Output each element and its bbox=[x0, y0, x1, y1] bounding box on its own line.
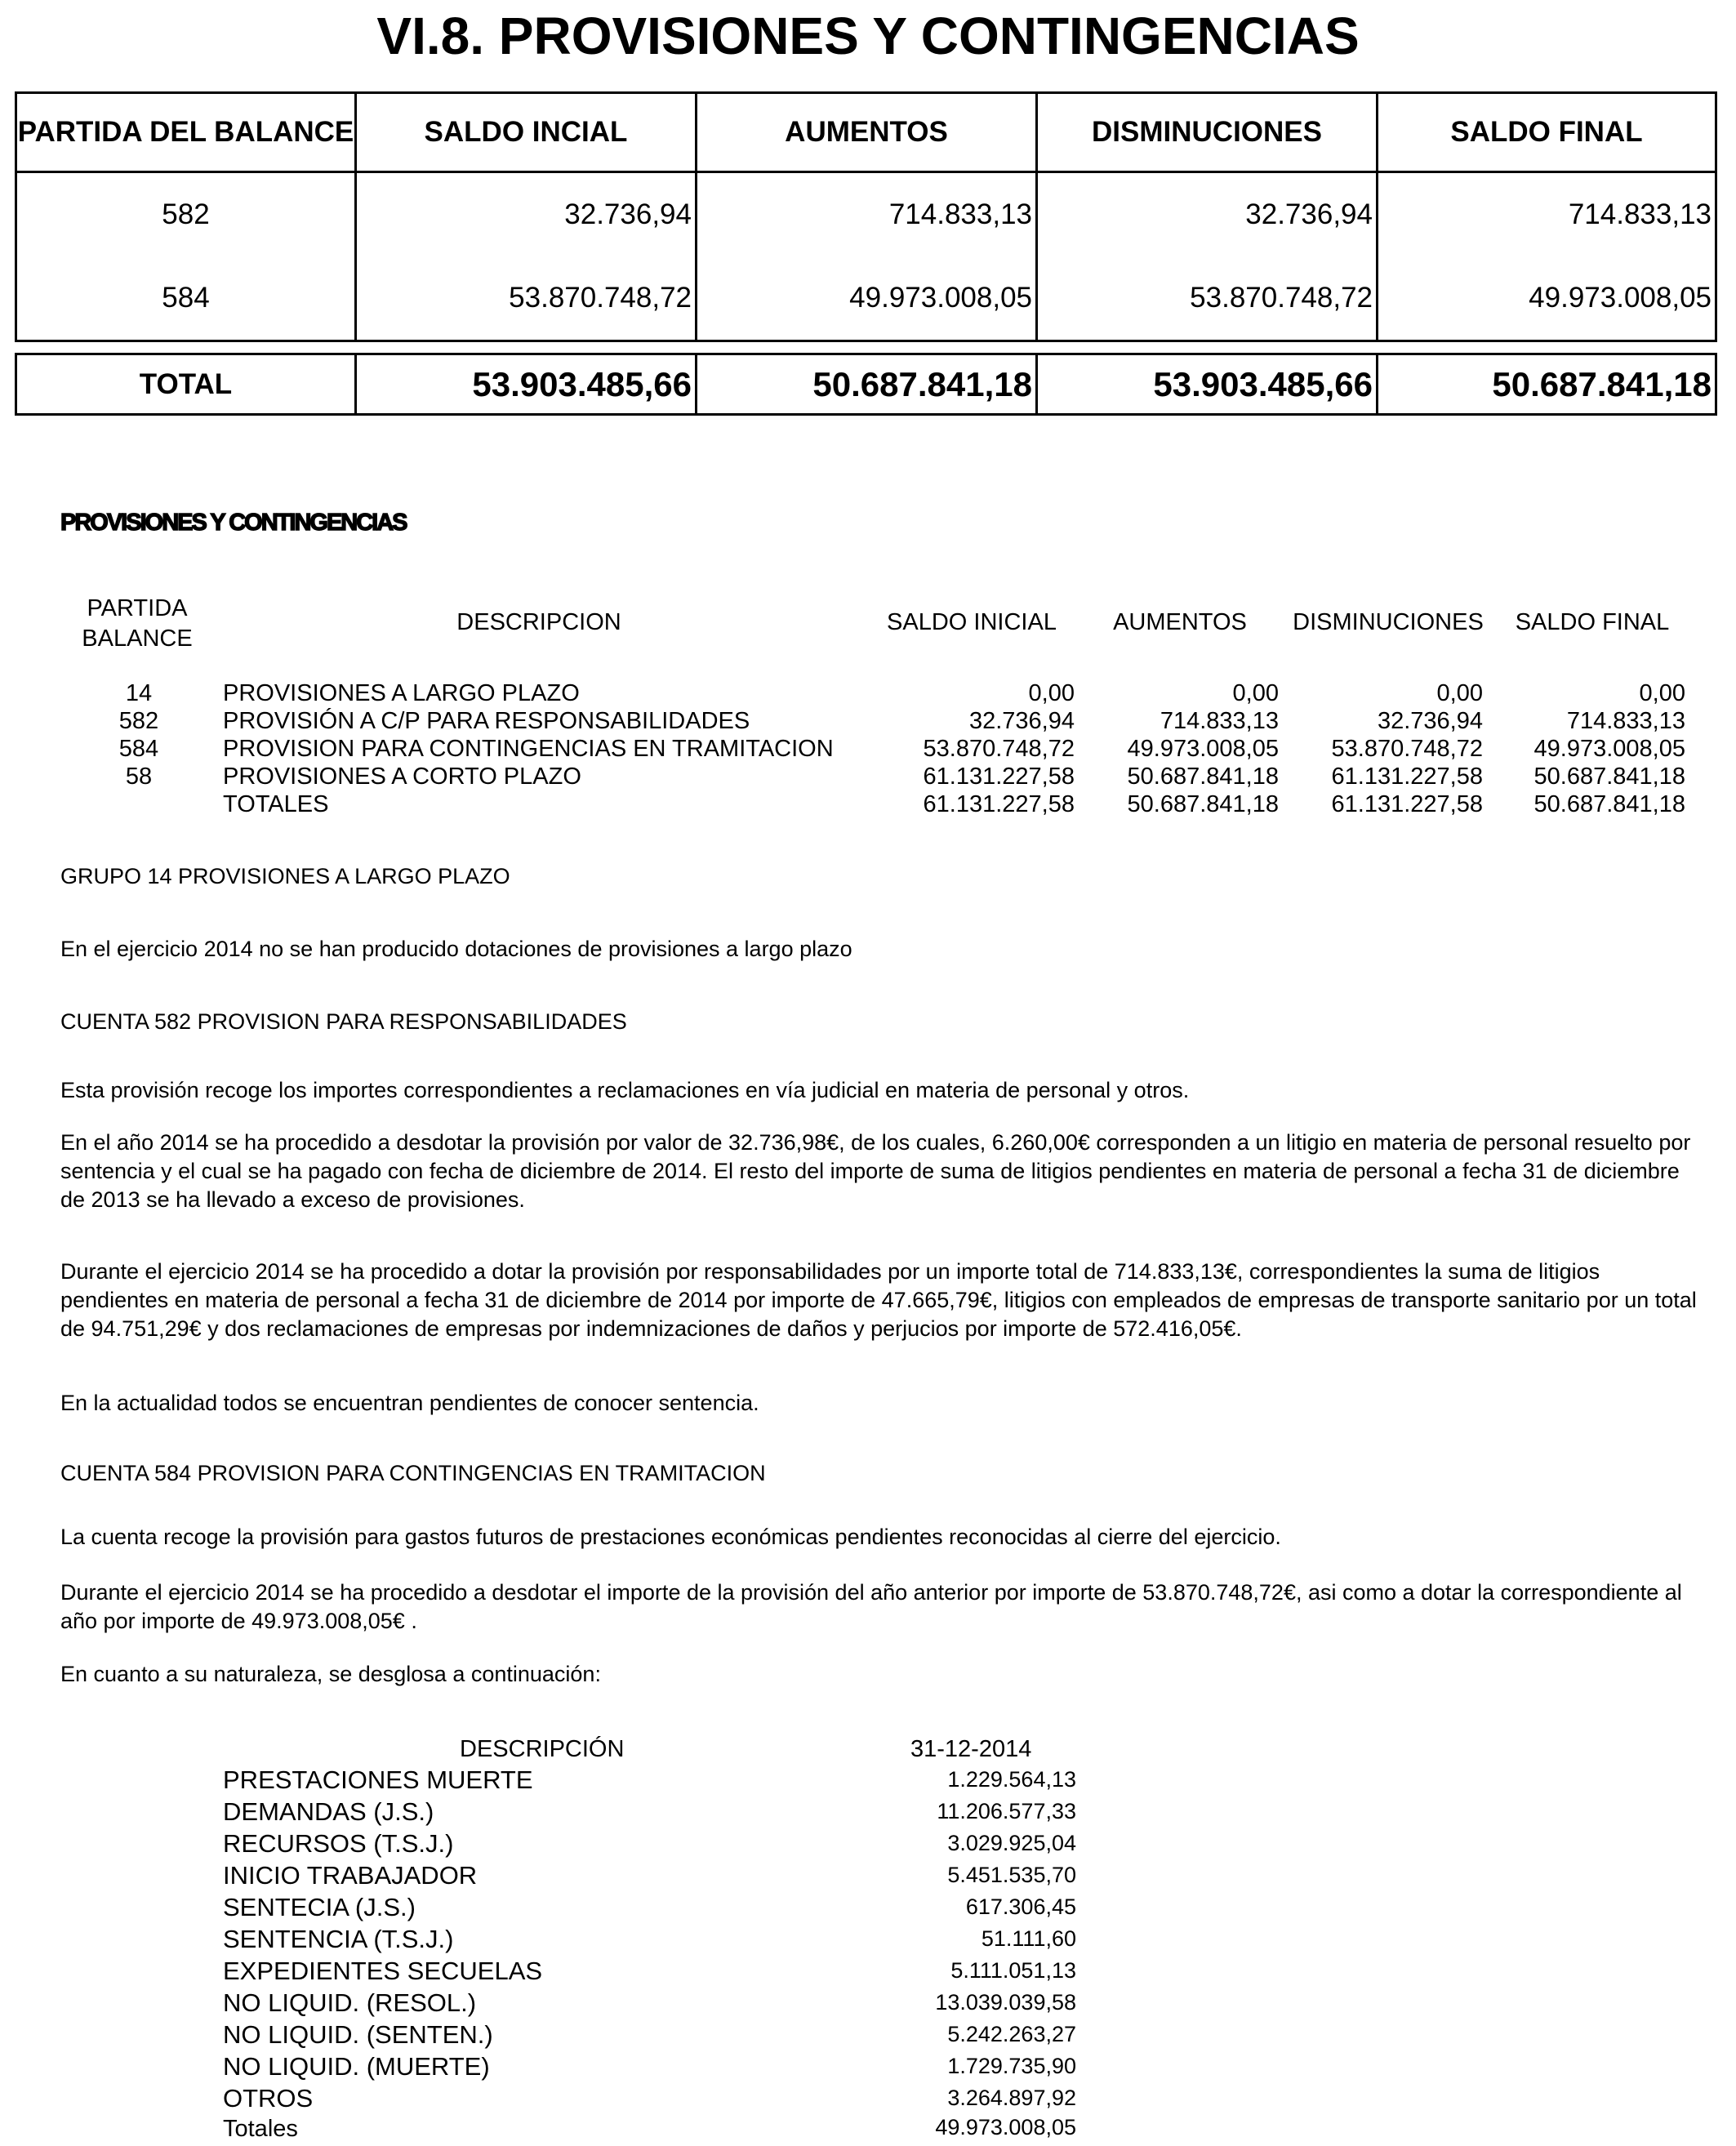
detail-header-partida-line2: BALANCE bbox=[82, 626, 193, 652]
breakdown-row-value: 5.242.263,27 bbox=[947, 2022, 1076, 2046]
detail-cell-num: 0,00 bbox=[1028, 680, 1075, 706]
summary-cell: 49.973.008,05 bbox=[697, 256, 1038, 340]
paragraph: Durante el ejercicio 2014 se ha procedido a desdotar el importe de la provisión del año anterior por importe de 53.870.748,72€, asi como a dotar la correspondiente al año por importe de 49.973.008,05€ . bbox=[60, 1580, 1682, 1633]
detail-header-disminuciones: DISMINUCIONES bbox=[1293, 609, 1484, 635]
breakdown-total-label: Totales bbox=[223, 2116, 298, 2142]
section-title: PROVISIONES Y CONTINGENCIAS bbox=[60, 510, 407, 536]
breakdown-row-value: 617.306,45 bbox=[965, 1894, 1076, 1919]
detail-cell-num: 50.687.841,18 bbox=[1533, 764, 1685, 790]
breakdown-row-label: NO LIQUID. (SENTEN.) bbox=[223, 2020, 493, 2049]
breakdown-row-label: INICIO TRABAJADOR bbox=[223, 1861, 478, 1890]
detail-cell-num: 50.687.841,18 bbox=[1533, 791, 1685, 817]
detail-cell-num: 49.973.008,05 bbox=[1127, 736, 1279, 762]
detail-cell-num: 53.870.748,72 bbox=[923, 736, 1075, 762]
breakdown-row-value: 5.111.051,13 bbox=[950, 1958, 1076, 1983]
breakdown-total-value: 49.973.008,05 bbox=[935, 2115, 1076, 2139]
detail-header-descripcion: DESCRIPCION bbox=[456, 609, 621, 635]
detail-cell-num: 32.736,94 bbox=[968, 708, 1075, 734]
summary-header-aumentos: AUMENTOS bbox=[697, 94, 1038, 171]
detail-header-partida-line1: PARTIDA bbox=[87, 595, 188, 621]
summary-cell: 714.833,13 bbox=[697, 173, 1038, 256]
summary-total-cell: 50.687.841,18 bbox=[1492, 364, 1712, 403]
breakdown-row-label: SENTENCIA (T.S.J.) bbox=[223, 1925, 454, 1953]
breakdown-row-value: 1.729.735,90 bbox=[947, 2054, 1076, 2078]
paragraph: La cuenta recoge la provisión para gastos futuros de prestaciones económicas pendientes reconocidas al cierre del ejercicio. bbox=[60, 1525, 1281, 1549]
detail-header-saldo-inicial: SALDO INICIAL bbox=[887, 609, 1057, 635]
summary-cell: 53.870.748,72 bbox=[357, 256, 697, 340]
breakdown-row-value: 51.111,60 bbox=[981, 1926, 1076, 1951]
detail-cell-num: 714.833,13 bbox=[1566, 708, 1685, 734]
summary-cell: 714.833,13 bbox=[1568, 198, 1712, 230]
detail-cell-num: 50.687.841,18 bbox=[1127, 791, 1279, 817]
detail-cell-code: 584 bbox=[118, 736, 159, 762]
summary-cell: 582 bbox=[17, 173, 357, 256]
detail-cell-code: 58 bbox=[125, 764, 153, 790]
summary-cell: 584 bbox=[17, 256, 357, 340]
paragraph: En el año 2014 se ha procedido a desdotar la provisión por valor de 32.736,98€, de los cuales, 6.260,00€ corresponden a un litigio en materia de personal resuelto por sentencia y el cual se ha pagado con fecha de diciembre de 2014. El resto del importe de suma de litigios pendientes en materia de personal a fecha 31 de diciembre de 2013 se ha llevado a exceso de provisiones. bbox=[60, 1130, 1691, 1212]
heading-grupo-14: GRUPO 14 PROVISIONES A LARGO PLAZO bbox=[60, 864, 510, 888]
detail-cell-num: 50.687.841,18 bbox=[1127, 764, 1279, 790]
breakdown-row-label: RECURSOS (T.S.J.) bbox=[223, 1829, 454, 1858]
paragraph: En el ejercicio 2014 no se han producido dotaciones de provisiones a largo plazo bbox=[60, 937, 852, 961]
breakdown-row-value: 3.264.897,92 bbox=[947, 2086, 1076, 2110]
summary-header-saldo-inicial: SALDO INCIAL bbox=[357, 94, 697, 171]
summary-cell: 49.973.008,05 bbox=[1529, 282, 1712, 314]
detail-cell-desc: TOTALES bbox=[223, 791, 329, 817]
summary-header-disminuciones: DISMINUCIONES bbox=[1038, 94, 1378, 171]
breakdown-row-value: 5.451.535,70 bbox=[947, 1863, 1076, 1887]
breakdown-row-label: DEMANDAS (J.S.) bbox=[223, 1797, 434, 1826]
heading-cuenta-584: CUENTA 584 PROVISION PARA CONTINGENCIAS EN TRAMITACION bbox=[60, 1461, 766, 1485]
summary-total-row bbox=[17, 355, 1715, 413]
detail-cell-num: 61.131.227,58 bbox=[923, 791, 1075, 817]
paragraph: En la actualidad todos se encuentran pendientes de conocer sentencia. bbox=[60, 1391, 759, 1415]
breakdown-header-desc: DESCRIPCIÓN bbox=[460, 1736, 625, 1762]
summary-total-label: TOTAL bbox=[17, 355, 357, 413]
detail-cell-num: 53.870.748,72 bbox=[1331, 736, 1483, 762]
summary-row bbox=[17, 173, 1715, 256]
summary-row bbox=[17, 256, 1715, 340]
summary-header-saldo-final: SALDO FINAL bbox=[1450, 116, 1643, 148]
summary-header-row bbox=[17, 94, 1715, 173]
breakdown-row-value: 1.229.564,13 bbox=[947, 1767, 1076, 1792]
summary-total-cell: 50.687.841,18 bbox=[697, 355, 1038, 413]
breakdown-row-label: SENTECIA (J.S.) bbox=[223, 1893, 416, 1921]
breakdown-row-label: EXPEDIENTES SECUELAS bbox=[223, 1957, 543, 1985]
paragraph: En cuanto a su naturaleza, se desglosa a continuación: bbox=[60, 1662, 601, 1686]
breakdown-row-value: 3.029.925,04 bbox=[947, 1831, 1076, 1855]
detail-cell-num: 49.973.008,05 bbox=[1533, 736, 1685, 762]
detail-cell-desc: PROVISIÓN A C/P PARA RESPONSABILIDADES bbox=[223, 708, 750, 734]
paragraph: Esta provisión recoge los importes correspondientes a reclamaciones en vía judicial en materia de personal y otros. bbox=[60, 1078, 1190, 1102]
breakdown-row-label: OTROS bbox=[223, 2084, 314, 2113]
page-title: VI.8. PROVISIONES Y CONTINGENCIAS bbox=[376, 7, 1360, 65]
detail-cell-desc: PROVISIONES A CORTO PLAZO bbox=[223, 764, 581, 790]
detail-cell-num: 32.736,94 bbox=[1377, 708, 1483, 734]
detail-cell-num: 61.131.227,58 bbox=[1331, 791, 1483, 817]
detail-cell-code: 582 bbox=[118, 708, 159, 734]
breakdown-row-label: PRESTACIONES MUERTE bbox=[223, 1765, 533, 1794]
summary-table bbox=[15, 91, 1717, 342]
detail-cell-num: 0,00 bbox=[1232, 680, 1279, 706]
summary-total-cell: 53.903.485,66 bbox=[357, 355, 697, 413]
detail-cell-num: 0,00 bbox=[1639, 680, 1685, 706]
summary-total-table bbox=[15, 353, 1717, 416]
heading-cuenta-582: CUENTA 582 PROVISION PARA RESPONSABILIDADES bbox=[60, 1009, 627, 1034]
detail-header-aumentos: AUMENTOS bbox=[1113, 609, 1247, 635]
detail-cell-num: 714.833,13 bbox=[1160, 708, 1279, 734]
detail-header-saldo-final: SALDO FINAL bbox=[1515, 609, 1670, 635]
summary-header-partida: PARTIDA DEL BALANCE bbox=[17, 94, 357, 171]
summary-total-cell: 53.903.485,66 bbox=[1038, 355, 1378, 413]
breakdown-row-label: NO LIQUID. (MUERTE) bbox=[223, 2052, 490, 2081]
detail-cell-desc: PROVISIONES A LARGO PLAZO bbox=[223, 680, 580, 706]
detail-cell-code: 14 bbox=[125, 680, 153, 706]
breakdown-row-value: 11.206.577,33 bbox=[937, 1799, 1076, 1823]
detail-cell-num: 61.131.227,58 bbox=[923, 764, 1075, 790]
paragraph: Durante el ejercicio 2014 se ha procedido a dotar la provisión por responsabilidades por un importe total de 714.833,13€, correspondientes la suma de litigios pendientes en materia de personal a fecha 31 de diciembre de 2014 por importe de 47.665,79€, litigios con empleados de empresas de transporte sanitario por un total de 94.751,29€ y dos reclamaciones de empresas por indemnizaciones de daños y perjucios por importe de 572.416,05€. bbox=[60, 1259, 1697, 1341]
breakdown-header-date: 31-12-2014 bbox=[910, 1736, 1032, 1762]
summary-cell: 32.736,94 bbox=[357, 173, 697, 256]
detail-cell-num: 61.131.227,58 bbox=[1331, 764, 1483, 790]
breakdown-row-value: 13.039.039,58 bbox=[935, 1990, 1076, 2015]
summary-cell: 32.736,94 bbox=[1038, 173, 1378, 256]
breakdown-row-label: NO LIQUID. (RESOL.) bbox=[223, 1988, 477, 2017]
detail-cell-num: 0,00 bbox=[1436, 680, 1483, 706]
detail-cell-desc: PROVISION PARA CONTINGENCIAS EN TRAMITACION bbox=[223, 736, 834, 762]
summary-cell: 53.870.748,72 bbox=[1038, 256, 1378, 340]
